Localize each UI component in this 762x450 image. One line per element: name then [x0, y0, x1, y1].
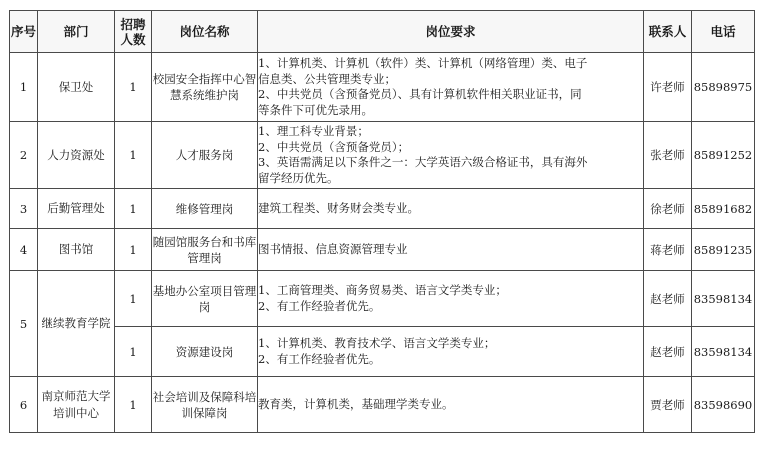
row-number: 6 — [10, 377, 38, 433]
header-row — [10, 11, 755, 53]
row-number: 1 — [10, 53, 38, 122]
table-row — [10, 229, 755, 271]
header-contact: 联系人 — [644, 11, 692, 53]
phone-cell: 85891252 — [692, 122, 755, 189]
requirement-line: 信息类、公共管理类专业； — [258, 71, 396, 86]
requirements-cell — [258, 53, 644, 122]
table-row — [10, 271, 755, 327]
position-cell: 基地办公室项目管理岗 — [152, 271, 258, 327]
requirements-cell — [258, 377, 644, 433]
position-cell: 人才服务岗 — [152, 122, 258, 189]
requirement-line: 建筑工程类、财务财会类专业。 — [258, 200, 419, 215]
phone-cell: 85891682 — [692, 189, 755, 229]
requirement-line: 3、英语需满足以下条件之一：大学英语六级合格证书，具有海外 — [258, 155, 588, 169]
row-number: 5 — [10, 271, 38, 377]
phone-cell: 85898975 — [692, 53, 755, 122]
requirement-line: 2、中共党员（含预备党员）； — [258, 139, 410, 154]
department-cell: 南京师范大学培训中心 — [38, 377, 115, 433]
header-dept: 部门 — [38, 11, 115, 53]
headcount-cell: 1 — [115, 122, 152, 189]
department-cell: 保卫处 — [38, 53, 115, 122]
requirement-line: 留学经历优先。 — [258, 170, 339, 185]
position-cell: 维修管理岗 — [152, 189, 258, 229]
requirement-line: 1、工商管理类、商务贸易类、语言文学类专业； — [258, 283, 507, 297]
header-count: 招聘人数 — [115, 11, 152, 53]
header-no: 序号 — [10, 11, 38, 53]
headcount-cell: 1 — [115, 327, 152, 377]
requirement-line: 2、中共党员（含预备党员）、具有计算机软件相关职业证书，同 — [258, 87, 582, 101]
headcount-cell: 1 — [115, 229, 152, 271]
table-row — [10, 53, 755, 122]
requirement-line: 1、理工科专业背景； — [258, 124, 369, 138]
table-row — [10, 327, 755, 377]
headcount-cell: 1 — [115, 189, 152, 229]
contact-cell: 赵老师 — [644, 271, 692, 327]
requirement-line: 等条件下可优先录用。 — [258, 102, 373, 117]
requirements-cell — [258, 189, 644, 229]
headcount-cell: 1 — [115, 271, 152, 327]
header-phone: 电话 — [692, 11, 755, 53]
contact-cell: 张老师 — [644, 122, 692, 189]
headcount-cell: 1 — [115, 53, 152, 122]
header-requirements: 岗位要求 — [258, 11, 644, 53]
department-cell: 人力资源处 — [38, 122, 115, 189]
position-cell: 随园馆服务台和书库管理岗 — [152, 229, 258, 271]
row-number: 4 — [10, 229, 38, 271]
table-row — [10, 189, 755, 229]
table-row — [10, 122, 755, 189]
row-number: 2 — [10, 122, 38, 189]
phone-cell: 83598134 — [692, 271, 755, 327]
position-cell: 校园安全指挥中心智慧系统维护岗 — [152, 53, 258, 122]
headcount-cell: 1 — [115, 377, 152, 433]
position-cell: 资源建设岗 — [152, 327, 258, 377]
contact-cell: 蒋老师 — [644, 229, 692, 271]
department-cell: 图书馆 — [38, 229, 115, 271]
row-number: 3 — [10, 189, 38, 229]
contact-cell: 赵老师 — [644, 327, 692, 377]
phone-cell: 85891235 — [692, 229, 755, 271]
requirements-cell — [258, 229, 644, 271]
header-position: 岗位名称 — [152, 11, 258, 53]
requirement-line: 2、有工作经验者优先。 — [258, 351, 381, 366]
contact-cell: 徐老师 — [644, 189, 692, 229]
requirement-line: 教育类，计算机类，基础理学类专业。 — [258, 396, 454, 411]
contact-cell: 许老师 — [644, 53, 692, 122]
requirement-line: 2、有工作经验者优先。 — [258, 298, 381, 313]
requirement-line: 1、计算机类、教育技术学、语言文学类专业； — [258, 336, 496, 350]
requirement-line: 1、计算机类、计算机（软件）类、计算机（网络管理）类、电子 — [258, 56, 588, 70]
position-cell: 社会培训及保障科培训保障岗 — [152, 377, 258, 433]
phone-cell: 83598690 — [692, 377, 755, 433]
requirements-cell — [258, 327, 644, 377]
phone-cell: 83598134 — [692, 327, 755, 377]
department-cell: 继续教育学院 — [38, 271, 115, 377]
contact-cell: 贾老师 — [644, 377, 692, 433]
requirements-cell — [258, 122, 644, 189]
table-row — [10, 377, 755, 433]
requirement-line: 图书情报、信息资源管理专业 — [258, 241, 408, 256]
requirements-cell — [258, 271, 644, 327]
recruitment-table — [9, 10, 755, 433]
department-cell: 后勤管理处 — [38, 189, 115, 229]
